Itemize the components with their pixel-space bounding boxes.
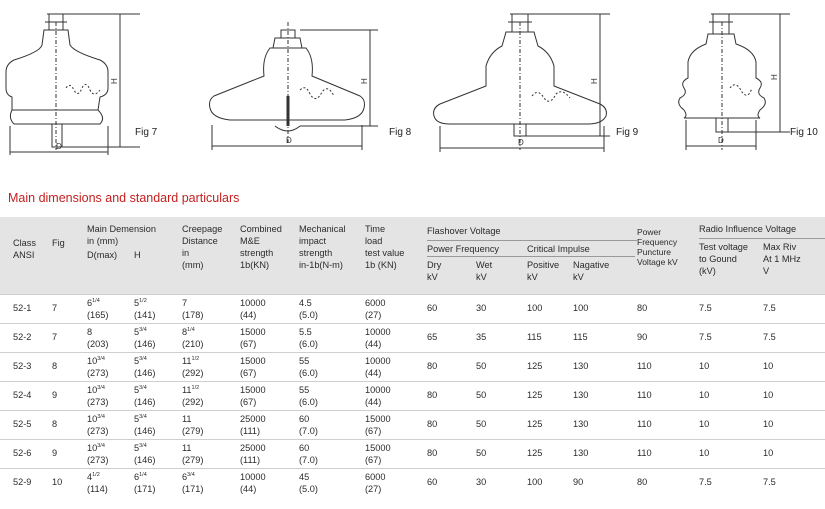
cell-dry: 80 [427, 410, 476, 439]
cell-puncture: 110 [637, 381, 699, 410]
cell-fig: 7 [41, 323, 87, 352]
fig-8-d-label: D [286, 136, 292, 145]
fig-9-label: Fig 9 [616, 127, 639, 138]
cell-creepage: $11^{1/2}$ (292) [182, 352, 240, 381]
header-combined: Combined M&E strength 1b(KN) [240, 217, 299, 294]
header-max-riv: Max Riv At 1 MHz V [763, 242, 801, 276]
cell-puncture: 80 [637, 468, 699, 497]
cell-fig: 9 [41, 439, 87, 468]
cell-fig: 9 [41, 381, 87, 410]
cell-class: 52-6 [0, 439, 41, 468]
cell-dry: 60 [427, 294, 476, 323]
cell-wet: 50 [476, 381, 527, 410]
header-wet: Wet kV [476, 260, 493, 282]
cell-creepage: 7 (178) [182, 294, 240, 323]
cell-h: $5^{3/4}$ (146) [134, 352, 182, 381]
cell-puncture: 110 [637, 439, 699, 468]
header-power-puncture: Power Frequency Puncture Voltage kV [637, 217, 699, 294]
header-time-load: Time load test value 1b (KN) [365, 217, 427, 294]
cell-nagative: 130 [573, 381, 637, 410]
cell-class: 52-4 [0, 381, 41, 410]
fig-7-h-label: H [110, 78, 119, 84]
header-dry: Dry kV [427, 260, 442, 282]
cell-dry: 80 [427, 352, 476, 381]
cell-dmax: $10^{3/4}$ (273) [87, 381, 134, 410]
cell-creepage: $11^{1/2}$ (292) [182, 381, 240, 410]
header-creepage: Creepage Distance in (mm) [182, 217, 240, 294]
cell-nagative: 130 [573, 439, 637, 468]
fig-9-d-label: D [518, 138, 524, 147]
cell-positive: 100 [527, 294, 573, 323]
cell-nagative: 100 [573, 294, 637, 323]
cell-dmax: 8 (203) [87, 323, 134, 352]
cell-fig: 10 [41, 468, 87, 497]
header-critical-impulse: Critical Impulse [527, 243, 635, 257]
fig-7-label: Fig 7 [135, 127, 158, 138]
header-nagative: Nagative kV [573, 260, 610, 282]
cell-nagative: 115 [573, 323, 637, 352]
cell-positive: 125 [527, 439, 573, 468]
cell-mechanical: 60 (7.0) [299, 439, 365, 468]
cell-test-voltage: 10 [699, 439, 763, 468]
section-title: Main dimensions and standard particulars [8, 191, 240, 205]
header-test-voltage: Test voltage to Gound (kV) [699, 242, 749, 276]
table-row [0, 294, 825, 323]
cell-positive: 125 [527, 352, 573, 381]
cell-nagative: 130 [573, 352, 637, 381]
header-dmax: D(max) [87, 250, 118, 260]
cell-combined: 25000 (111) [240, 439, 299, 468]
cell-max-riv: 7.5 [763, 323, 825, 352]
header-positive: Positive kV [527, 260, 560, 282]
header-mechanical: Mechanical impact strength in-1b(N-m) [299, 217, 365, 294]
cell-combined: 15000 (67) [240, 381, 299, 410]
cell-time-load: 10000 (44) [365, 381, 427, 410]
header-main-dimension: Main Demension in (mm) D(max) H [87, 217, 182, 294]
fig-10-d-label: D [718, 136, 724, 145]
cell-h: $5^{3/4}$ (146) [134, 323, 182, 352]
cell-creepage: 11 (279) [182, 410, 240, 439]
cell-dmax: $10^{3/4}$ (273) [87, 352, 134, 381]
cell-class: 52-3 [0, 352, 41, 381]
cell-test-voltage: 10 [699, 410, 763, 439]
specs-table-wrapper [0, 217, 825, 497]
fig-9-h-label: H [590, 78, 599, 84]
table-header [0, 217, 825, 294]
table-row [0, 468, 825, 497]
fig-7-drawing [6, 14, 140, 155]
table-row [0, 323, 825, 352]
table-body [0, 294, 825, 497]
cell-max-riv: 10 [763, 381, 825, 410]
cell-puncture: 80 [637, 294, 699, 323]
cell-fig: 7 [41, 294, 87, 323]
cell-mechanical: 5.5 (6.0) [299, 323, 365, 352]
cell-puncture: 110 [637, 410, 699, 439]
cell-max-riv: 10 [763, 410, 825, 439]
cell-combined: 15000 (67) [240, 352, 299, 381]
cell-time-load: 10000 (44) [365, 323, 427, 352]
cell-time-load: 6000 (27) [365, 468, 427, 497]
cell-class: 52-9 [0, 468, 41, 497]
cell-wet: 50 [476, 410, 527, 439]
header-power-frequency: Power Frequency [427, 243, 527, 257]
cell-puncture: 110 [637, 352, 699, 381]
cell-class: 52-1 [0, 294, 41, 323]
table-row [0, 439, 825, 468]
cell-dmax: $10^{3/4}$ (273) [87, 439, 134, 468]
cell-mechanical: 45 (5.0) [299, 468, 365, 497]
cell-wet: 50 [476, 352, 527, 381]
cell-max-riv: 7.5 [763, 294, 825, 323]
cell-nagative: 90 [573, 468, 637, 497]
cell-test-voltage: 7.5 [699, 294, 763, 323]
cell-mechanical: 4.5 (5.0) [299, 294, 365, 323]
cell-max-riv: 10 [763, 352, 825, 381]
cell-creepage: 11 (279) [182, 439, 240, 468]
cell-h: $6^{1/4}$ (171) [134, 468, 182, 497]
table-row [0, 352, 825, 381]
table-row [0, 381, 825, 410]
fig-9-drawing [434, 14, 610, 152]
cell-test-voltage: 10 [699, 352, 763, 381]
cell-wet: 30 [476, 468, 527, 497]
cell-creepage: $8^{1/4}$ (210) [182, 323, 240, 352]
cell-mechanical: 55 (6.0) [299, 352, 365, 381]
cell-fig: 8 [41, 410, 87, 439]
cell-dmax: $10^{3/4}$ (273) [87, 410, 134, 439]
cell-combined: 25000 (111) [240, 410, 299, 439]
cell-creepage: $6^{3/4}$ (171) [182, 468, 240, 497]
header-radio-influence: Radio Influence Voltage Test voltage to Gound (kV) Max Riv At 1 MHz V [699, 217, 825, 294]
fig-10-h-label: H [770, 74, 779, 80]
cell-time-load: 15000 (67) [365, 439, 427, 468]
cell-fig: 8 [41, 352, 87, 381]
cell-combined: 10000 (44) [240, 294, 299, 323]
cell-test-voltage: 7.5 [699, 468, 763, 497]
cell-mechanical: 60 (7.0) [299, 410, 365, 439]
fig-10-drawing [679, 14, 790, 150]
cell-dry: 65 [427, 323, 476, 352]
cell-mechanical: 55 (6.0) [299, 381, 365, 410]
cell-max-riv: 7.5 [763, 468, 825, 497]
cell-h: $5^{3/4}$ (146) [134, 439, 182, 468]
fig-10-label: Fig 10 [790, 127, 818, 138]
cell-h: $5^{3/4}$ (146) [134, 410, 182, 439]
cell-dmax: $6^{1/4}$ (165) [87, 294, 134, 323]
cell-h: $5^{1/2}$ (141) [134, 294, 182, 323]
cell-dry: 80 [427, 439, 476, 468]
fig-7-d-label: D [56, 142, 62, 151]
insulator-figures [0, 0, 825, 185]
header-h: H [134, 250, 141, 260]
cell-test-voltage: 10 [699, 381, 763, 410]
cell-wet: 30 [476, 294, 527, 323]
cell-wet: 35 [476, 323, 527, 352]
cell-time-load: 15000 (67) [365, 410, 427, 439]
cell-puncture: 90 [637, 323, 699, 352]
fig-8-label: Fig 8 [389, 127, 412, 138]
cell-h: $5^{3/4}$ (146) [134, 381, 182, 410]
fig-8-h-label: H [360, 78, 369, 84]
cell-test-voltage: 7.5 [699, 323, 763, 352]
cell-time-load: 6000 (27) [365, 294, 427, 323]
cell-positive: 125 [527, 381, 573, 410]
cell-dry: 60 [427, 468, 476, 497]
header-flashover: Flashover Voltage Power Frequency Critical Impulse Dry kV Wet kV Positive kV Nagative kV [427, 217, 637, 294]
cell-combined: 10000 (44) [240, 468, 299, 497]
cell-positive: 125 [527, 410, 573, 439]
cell-time-load: 10000 (44) [365, 352, 427, 381]
cell-nagative: 130 [573, 410, 637, 439]
cell-class: 52-2 [0, 323, 41, 352]
cell-dmax: $4^{1/2}$ (114) [87, 468, 134, 497]
cell-wet: 50 [476, 439, 527, 468]
header-fig: Fig [41, 217, 87, 294]
cell-dry: 80 [427, 381, 476, 410]
specs-table [0, 217, 825, 497]
cell-class: 52-5 [0, 410, 41, 439]
header-class: Class ANSI [0, 217, 41, 294]
cell-max-riv: 10 [763, 439, 825, 468]
cell-combined: 15000 (67) [240, 323, 299, 352]
fig-8-drawing [210, 22, 379, 150]
cell-positive: 115 [527, 323, 573, 352]
cell-positive: 100 [527, 468, 573, 497]
table-row [0, 410, 825, 439]
